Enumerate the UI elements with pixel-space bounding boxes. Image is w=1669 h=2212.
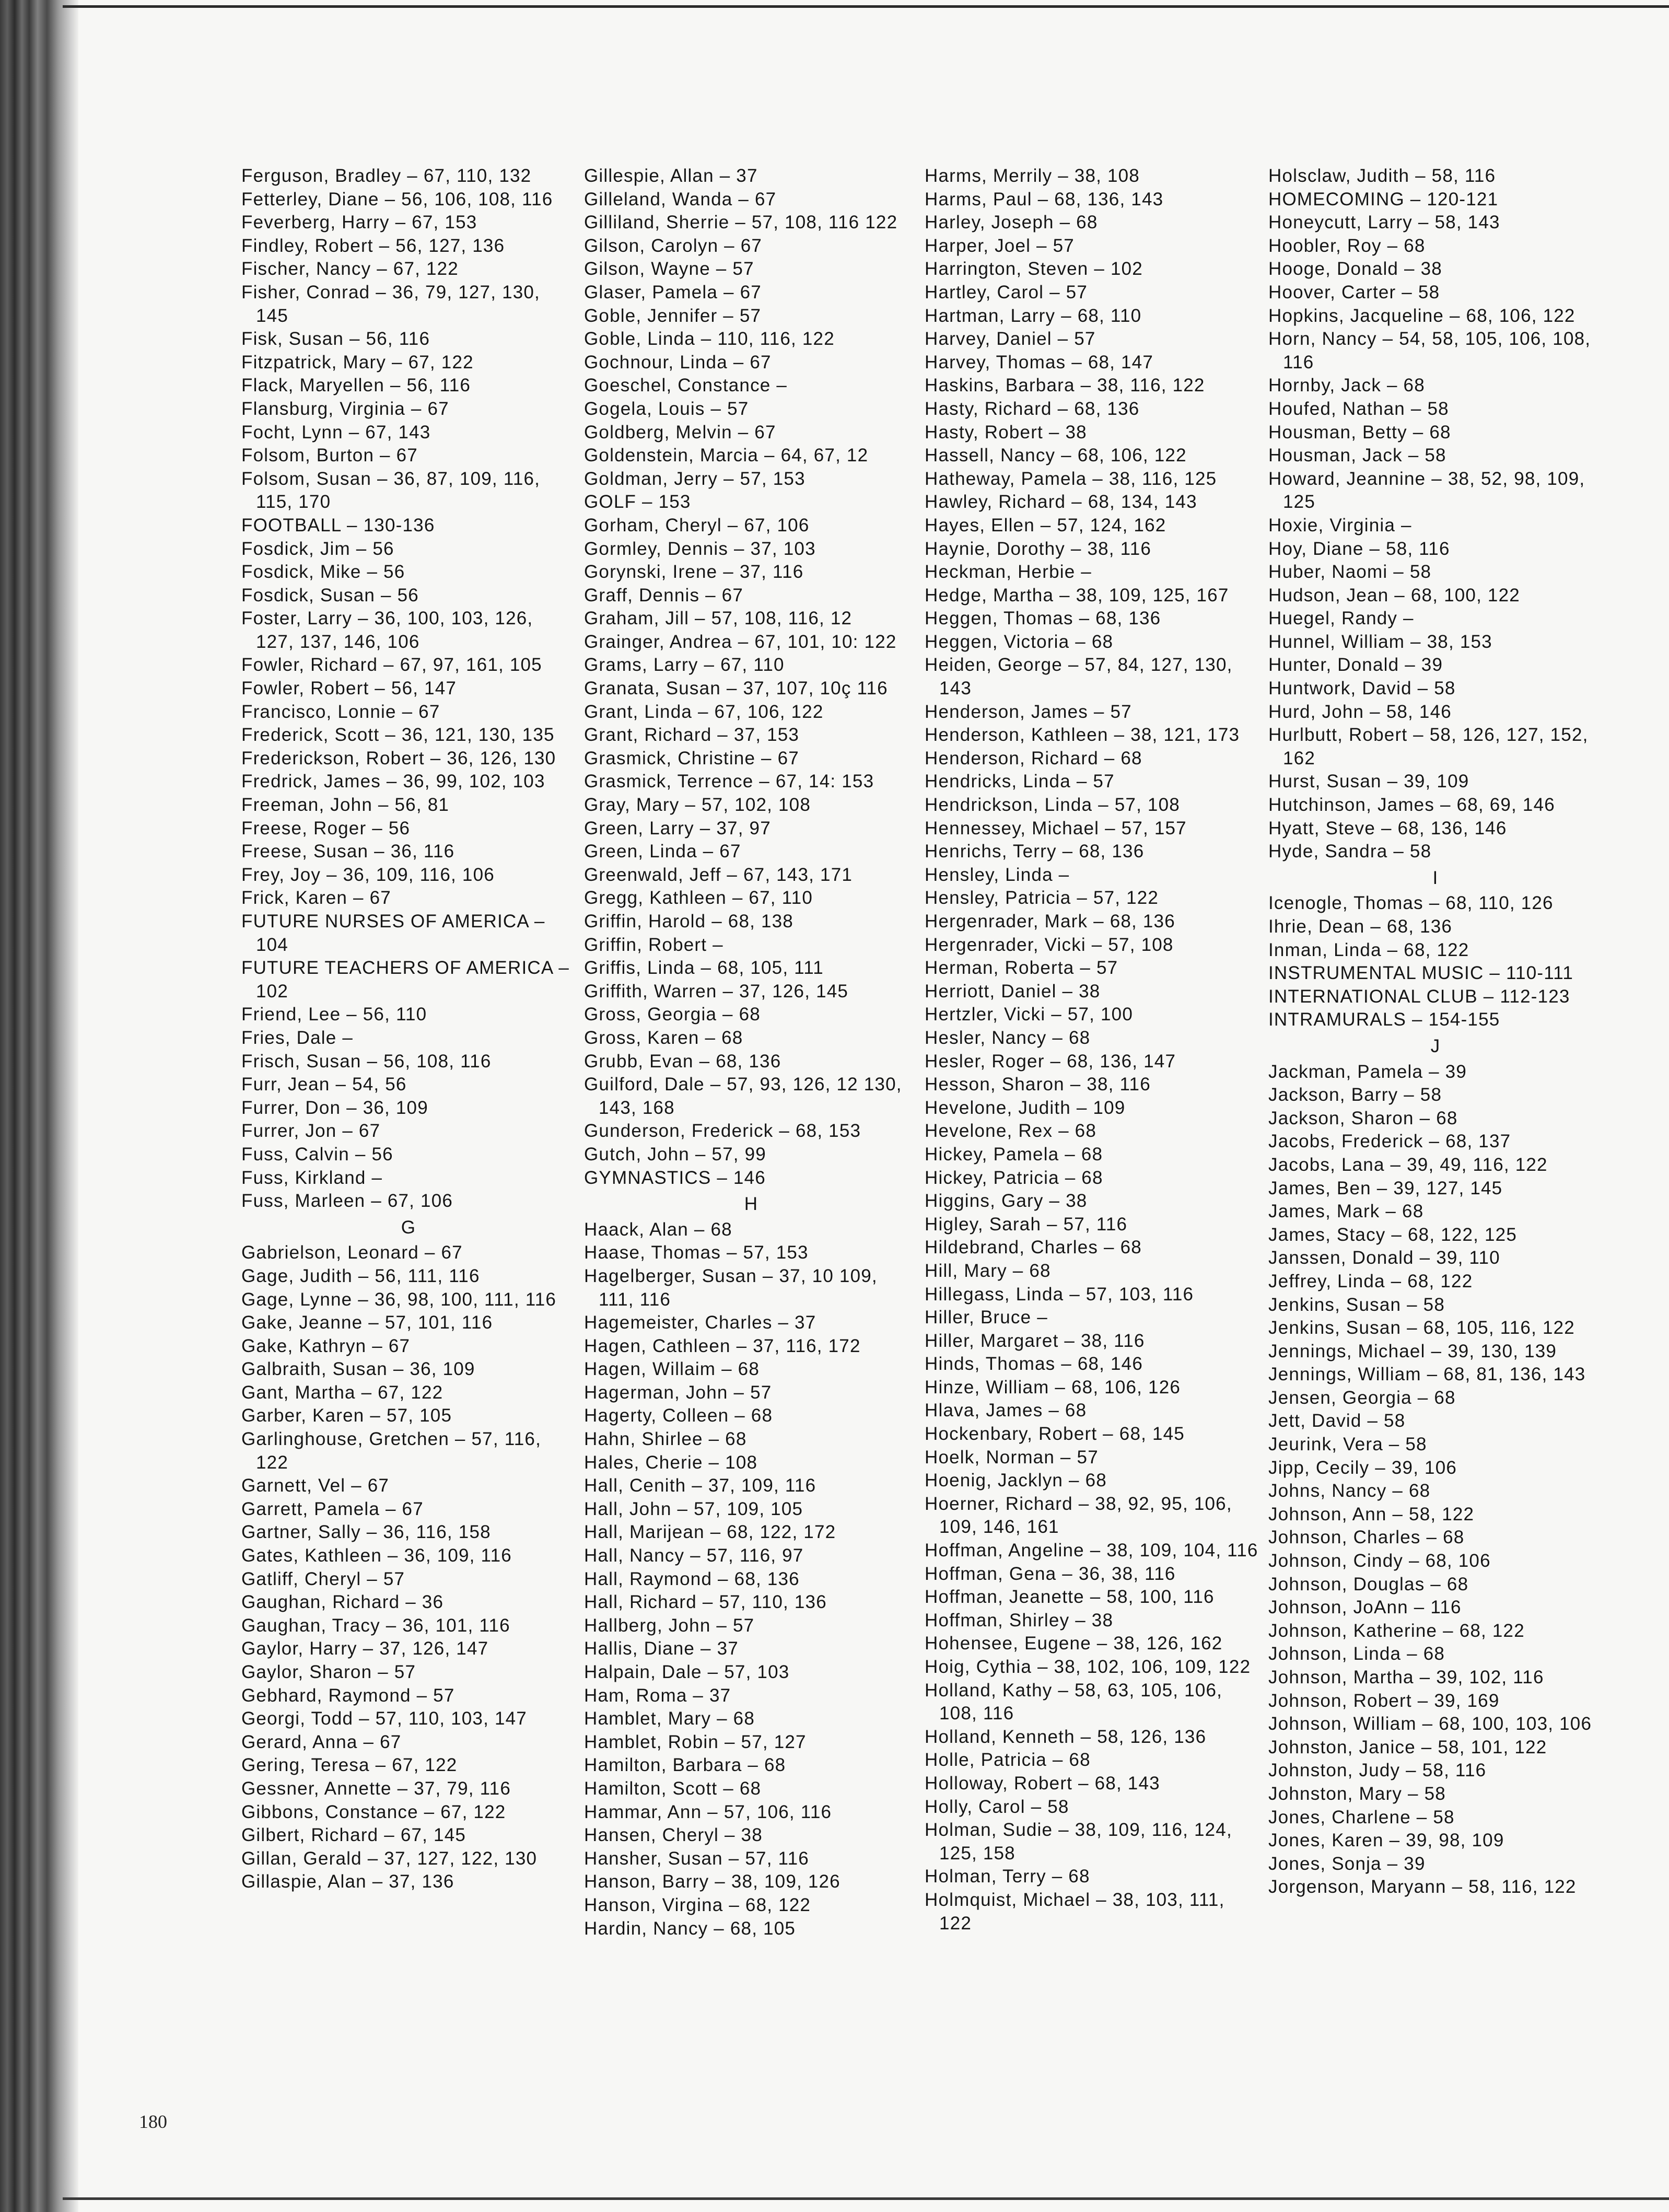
index-entry: Hyde, Sandra – 58 <box>1268 841 1432 862</box>
index-entry: Frederick, Scott – 36, 121, 130, 135 <box>241 725 555 746</box>
index-entry: Gilbert, Richard – 67, 145 <box>241 1825 466 1846</box>
index-entry: Hatheway, Pamela – 38, 116, 125 <box>925 468 1217 489</box>
index-entry: Hill, Mary – 68 <box>925 1260 1051 1281</box>
index-entry: Herriott, Daniel – 38 <box>925 981 1101 1002</box>
index-entry: Gabrielson, Leonard – 67 <box>241 1242 463 1263</box>
index-section-letter: I <box>1432 867 1439 888</box>
index-entry: Icenogle, Thomas – 68, 110, 126 <box>1268 893 1554 914</box>
index-entry: Jacobs, Frederick – 68, 137 <box>1268 1131 1511 1152</box>
index-column-4 <box>1268 165 1603 1899</box>
index-entry: Johnston, Mary – 58 <box>1268 1783 1446 1804</box>
index-entry: Fetterley, Diane – 56, 106, 108, 116 <box>241 189 553 209</box>
index-entry: Johnson, William – 68, 100, 103, 106 <box>1268 1714 1592 1734</box>
index-entry: Hall, Nancy – 57, 116, 97 <box>584 1545 804 1566</box>
index-entry: Gillan, Gerald – 37, 127, 122, 130 <box>241 1848 538 1869</box>
index-entry: Hagen, Willaim – 68 <box>584 1359 760 1380</box>
index-entry: Hunter, Donald – 39 <box>1268 655 1443 676</box>
index-entry: Gochnour, Linda – 67 <box>584 352 772 372</box>
index-entry: Jenkins, Susan – 68, 105, 116, 122 <box>1268 1318 1575 1338</box>
top-rule <box>63 5 1669 8</box>
index-entry: Grant, Richard – 37, 153 <box>584 725 800 746</box>
index-section-letter: H <box>744 1194 758 1215</box>
index-entry: Hawley, Richard – 68, 134, 143 <box>925 492 1197 513</box>
index-entry: Janssen, Donald – 39, 110 <box>1268 1248 1500 1268</box>
index-entry: Holman, Terry – 68 <box>925 1866 1090 1887</box>
index-entry: Huber, Naomi – 58 <box>1268 562 1432 583</box>
index-entry: FOOTBALL – 130-136 <box>241 515 435 535</box>
index-entry: Hoffman, Jeanette – 58, 100, 116 <box>925 1587 1215 1608</box>
index-entry: Furr, Jean – 54, 56 <box>241 1074 407 1095</box>
index-entry: Hunnel, William – 38, 153 <box>1268 631 1492 652</box>
index-entry: Gilliland, Sherrie – 57, 108, 116 122 <box>584 212 898 233</box>
index-entry: Griffin, Harold – 68, 138 <box>584 911 793 932</box>
index-entry: Johnson, JoAnn – 116 <box>1268 1597 1462 1618</box>
index-entry: Jipp, Cecily – 39, 106 <box>1268 1457 1457 1478</box>
index-entry: Graff, Dennis – 67 <box>584 585 744 606</box>
index-entry: Jeurink, Vera – 58 <box>1268 1434 1427 1455</box>
index-entry: Halpain, Dale – 57, 103 <box>584 1662 790 1682</box>
index-entry: Hornby, Jack – 68 <box>1268 375 1425 396</box>
index-entry: Haynie, Dorothy – 38, 116 <box>925 538 1152 559</box>
index-entry: Jensen, Georgia – 68 <box>1268 1387 1456 1408</box>
index-entry: Hoig, Cythia – 38, 102, 106, 109, 122 <box>925 1657 1251 1677</box>
index-entry: Gant, Martha – 67, 122 <box>241 1382 443 1403</box>
index-entry: Johnson, Cindy – 68, 106 <box>1268 1551 1491 1571</box>
index-entry: Fries, Dale – <box>241 1027 353 1048</box>
index-entry: Jackman, Pamela – 39 <box>1268 1061 1467 1082</box>
index-entry: Hendricks, Linda – 57 <box>925 771 1115 792</box>
index-entry: Hasty, Richard – 68, 136 <box>925 398 1140 419</box>
index-entry: Hardin, Nancy – 68, 105 <box>584 1918 796 1939</box>
page-number: 180 <box>139 2111 167 2132</box>
index-entry: Hiller, Bruce – <box>925 1307 1048 1328</box>
index-column-1 <box>241 165 576 1894</box>
index-section-letter: J <box>1430 1035 1441 1056</box>
index-entry: Johnson, Katherine – 68, 122 <box>1268 1620 1525 1641</box>
index-entry: Honeycutt, Larry – 58, 143 <box>1268 212 1500 233</box>
index-entry: Gilson, Wayne – 57 <box>584 259 754 280</box>
index-entry: Ihrie, Dean – 68, 136 <box>1268 916 1453 937</box>
index-entry: Harvey, Thomas – 68, 147 <box>925 352 1153 372</box>
index-entry: Hendrickson, Linda – 57, 108 <box>925 795 1180 816</box>
index-entry: Garlinghouse, Gretchen – 57, 116, 122 <box>241 1429 542 1473</box>
index-entry: Folsom, Susan – 36, 87, 109, 116, 115, 170 <box>241 468 541 513</box>
index-entry: Henderson, Richard – 68 <box>925 748 1142 769</box>
index-entry: Hall, Raymond – 68, 136 <box>584 1568 800 1589</box>
index-entry: INSTRUMENTAL MUSIC – 110-111 <box>1268 963 1574 984</box>
index-entry: Hall, John – 57, 109, 105 <box>584 1498 803 1519</box>
index-entry: Jones, Sonja – 39 <box>1268 1853 1426 1874</box>
index-entry: Greenwald, Jeff – 67, 143, 171 <box>584 864 853 885</box>
index-entry: Holman, Sudie – 38, 109, 116, 124, 125, 158 <box>925 1820 1232 1864</box>
index-entry: Hamilton, Scott – 68 <box>584 1778 762 1799</box>
index-entry: Hickey, Patricia – 68 <box>925 1167 1103 1188</box>
index-entry: Fosdick, Jim – 56 <box>241 538 394 559</box>
index-entry: Gaughan, Tracy – 36, 101, 116 <box>241 1615 510 1636</box>
index-entry: Grubb, Evan – 68, 136 <box>584 1051 781 1072</box>
index-entry: Haack, Alan – 68 <box>584 1219 732 1240</box>
index-entry: Fischer, Nancy – 67, 122 <box>241 259 459 280</box>
bottom-rule <box>63 2197 1669 2200</box>
index-entry: Heggen, Thomas – 68, 136 <box>925 608 1161 629</box>
index-entry: Fosdick, Mike – 56 <box>241 562 405 583</box>
index-entry: Green, Larry – 37, 97 <box>584 818 771 839</box>
index-entry: Gake, Kathryn – 67 <box>241 1335 411 1356</box>
index-entry: Hartley, Carol – 57 <box>925 282 1088 302</box>
index-entry: Foster, Larry – 36, 100, 103, 126, 127, 137, 146, 106 <box>241 608 533 652</box>
index-entry: FUTURE TEACHERS OF AMERICA – 102 <box>241 958 570 1002</box>
index-entry: Gormley, Dennis – 37, 103 <box>584 538 816 559</box>
index-entry: Jenkins, Susan – 58 <box>1268 1294 1445 1315</box>
index-entry: Holle, Patricia – 68 <box>925 1750 1091 1771</box>
index-entry: Friend, Lee – 56, 110 <box>241 1004 427 1025</box>
index-entry: Goldberg, Melvin – 67 <box>584 422 776 443</box>
index-entry: Gibbons, Constance – 67, 122 <box>241 1801 506 1822</box>
index-entry: Fisk, Susan – 56, 116 <box>241 329 430 350</box>
index-entry: Herman, Roberta – 57 <box>925 958 1118 979</box>
index-entry: Green, Linda – 67 <box>584 841 741 862</box>
index-entry: Gunderson, Frederick – 68, 153 <box>584 1121 861 1142</box>
index-entry: Hoffman, Shirley – 38 <box>925 1610 1114 1631</box>
index-entry: Gessner, Annette – 37, 79, 116 <box>241 1778 511 1799</box>
index-entry: Hagelberger, Susan – 37, 10 109, 111, 116 <box>584 1265 878 1310</box>
index-entry: Gross, Georgia – 68 <box>584 1004 761 1025</box>
index-entry: Freeman, John – 56, 81 <box>241 795 450 816</box>
index-entry: Hanson, Barry – 38, 109, 126 <box>584 1871 841 1892</box>
index-entry: Gerard, Anna – 67 <box>241 1731 402 1752</box>
index-entry: Griffin, Robert – <box>584 934 723 955</box>
index-entry: Gregg, Kathleen – 67, 110 <box>584 888 813 909</box>
index-entry: Hall, Marijean – 68, 122, 172 <box>584 1522 836 1543</box>
index-entry: Gogela, Louis – 57 <box>584 398 749 419</box>
index-entry: Housman, Jack – 58 <box>1268 445 1446 466</box>
index-entry: Feverberg, Harry – 67, 153 <box>241 212 477 233</box>
index-entry: Gartner, Sally – 36, 116, 158 <box>241 1522 491 1543</box>
index-entry: Guilford, Dale – 57, 93, 126, 12 130, 143, 168 <box>584 1074 902 1118</box>
index-entry: Hagerman, John – 57 <box>584 1382 772 1403</box>
index-entry: Hergenrader, Vicki – 57, 108 <box>925 934 1174 955</box>
index-entry: Hansen, Cheryl – 38 <box>584 1825 763 1846</box>
index-entry: Frederickson, Robert – 36, 126, 130 <box>241 748 556 769</box>
index-entry: Hutchinson, James – 68, 69, 146 <box>1268 795 1555 816</box>
index-entry: Inman, Linda – 68, 122 <box>1268 939 1469 960</box>
index-section-letter: G <box>401 1217 416 1238</box>
index-entry: Hagen, Cathleen – 37, 116, 172 <box>584 1335 861 1356</box>
index-entry: Frisch, Susan – 56, 108, 116 <box>241 1051 492 1072</box>
index-entry: Hinds, Thomas – 68, 146 <box>925 1354 1143 1375</box>
index-entry: Furrer, Jon – 67 <box>241 1121 381 1142</box>
index-entry: Gorynski, Irene – 37, 116 <box>584 562 804 583</box>
index-entry: Findley, Robert – 56, 127, 136 <box>241 235 505 256</box>
index-entry: Fisher, Conrad – 36, 79, 127, 130, 145 <box>241 282 540 326</box>
index-column-3 <box>925 165 1259 1935</box>
index-entry: Jacobs, Lana – 39, 49, 116, 122 <box>1268 1154 1548 1175</box>
index-entry: Haskins, Barbara – 38, 116, 122 <box>925 375 1205 396</box>
index-entry: Hamblet, Robin – 57, 127 <box>584 1731 807 1752</box>
index-entry: Hiller, Margaret – 38, 116 <box>925 1330 1145 1351</box>
index-entry: James, Stacy – 68, 122, 125 <box>1268 1224 1518 1245</box>
index-entry: Hickey, Pamela – 68 <box>925 1144 1103 1165</box>
index-entry: Hoelk, Norman – 57 <box>925 1447 1099 1468</box>
index-entry: Hockenbary, Robert – 68, 145 <box>925 1424 1185 1445</box>
index-entry: Ham, Roma – 37 <box>584 1685 731 1706</box>
index-entry: GYMNASTICS – 146 <box>584 1167 766 1188</box>
index-entry: Folsom, Burton – 67 <box>241 445 418 466</box>
index-entry: Heggen, Victoria – 68 <box>925 631 1114 652</box>
index-entry: Hamblet, Mary – 68 <box>584 1708 755 1729</box>
index-entry: Gutch, John – 57, 99 <box>584 1144 766 1165</box>
index-entry: Garrett, Pamela – 67 <box>241 1498 424 1519</box>
index-entry: Jennings, Michael – 39, 130, 139 <box>1268 1341 1557 1361</box>
index-entry: Johnson, Douglas – 68 <box>1268 1574 1469 1594</box>
index-entry: Grainger, Andrea – 67, 101, 10: 122 <box>584 631 897 652</box>
index-entry: Granata, Susan – 37, 107, 10ç 116 <box>584 678 888 699</box>
index-entry: Hohensee, Eugene – 38, 126, 162 <box>925 1633 1223 1654</box>
index-entry: Hamilton, Barbara – 68 <box>584 1755 786 1776</box>
index-entry: Housman, Betty – 68 <box>1268 422 1451 443</box>
index-entry: Goldenstein, Marcia – 64, 67, 12 <box>584 445 869 466</box>
index-entry: Fuss, Marleen – 67, 106 <box>241 1191 453 1212</box>
index-entry: Hall, Cenith – 37, 109, 116 <box>584 1475 816 1496</box>
index-entry: Gross, Karen – 68 <box>584 1027 743 1048</box>
index-entry: Grasmick, Terrence – 67, 14: 153 <box>584 771 874 792</box>
index-entry: Goldman, Jerry – 57, 153 <box>584 468 806 489</box>
index-entry: Holly, Carol – 58 <box>925 1796 1069 1817</box>
index-entry: HOMECOMING – 120-121 <box>1268 189 1499 209</box>
index-entry: Howard, Jeannine – 38, 52, 98, 109, 125 <box>1268 468 1585 513</box>
index-entry: Hevelone, Rex – 68 <box>925 1121 1097 1142</box>
index-entry: Harley, Joseph – 68 <box>925 212 1098 233</box>
index-entry: Harvey, Daniel – 57 <box>925 329 1096 350</box>
index-entry: Johnson, Linda – 68 <box>1268 1644 1445 1664</box>
index-entry: Hassell, Nancy – 68, 106, 122 <box>925 445 1187 466</box>
index-entry: Hallis, Diane – 37 <box>584 1638 739 1659</box>
index-entry: Hevelone, Judith – 109 <box>925 1097 1126 1118</box>
index-entry: Holland, Kenneth – 58, 126, 136 <box>925 1726 1207 1747</box>
index-entry: Grant, Linda – 67, 106, 122 <box>584 701 824 722</box>
index-entry: Heckman, Herbie – <box>925 562 1092 583</box>
index-entry: GOLF – 153 <box>584 492 691 513</box>
index-entry: Gates, Kathleen – 36, 109, 116 <box>241 1545 512 1566</box>
index-entry: Goble, Linda – 110, 116, 122 <box>584 329 835 350</box>
index-entry: Higgins, Gary – 38 <box>925 1191 1088 1212</box>
index-entry: Fowler, Robert – 56, 147 <box>241 678 457 699</box>
index-entry: Hagemeister, Charles – 37 <box>584 1312 816 1333</box>
index-entry: Garber, Karen – 57, 105 <box>241 1405 452 1426</box>
index-entry: Houfed, Nathan – 58 <box>1268 398 1449 419</box>
index-entry: Gaylor, Harry – 37, 126, 147 <box>241 1638 489 1659</box>
index-entry: Hlava, James – 68 <box>925 1400 1087 1421</box>
index-entry: Holsclaw, Judith – 58, 116 <box>1268 166 1496 186</box>
index-entry: Hayes, Ellen – 57, 124, 162 <box>925 515 1166 535</box>
index-entry: Jones, Karen – 39, 98, 109 <box>1268 1830 1504 1851</box>
index-entry: Hales, Cherie – 108 <box>584 1452 758 1473</box>
index-entry: Haase, Thomas – 57, 153 <box>584 1242 809 1263</box>
index-entry: Gaylor, Sharon – 57 <box>241 1662 416 1682</box>
index-entry: Gage, Lynne – 36, 98, 100, 111, 116 <box>241 1289 557 1310</box>
index-entry: Hergenrader, Mark – 68, 136 <box>925 911 1175 932</box>
index-entry: Griffith, Warren – 37, 126, 145 <box>584 981 849 1002</box>
index-entry: Hopkins, Jacqueline – 68, 106, 122 <box>1268 305 1575 326</box>
index-entry: Hartman, Larry – 68, 110 <box>925 305 1142 326</box>
index-entry: Fredrick, James – 36, 99, 102, 103 <box>241 771 545 792</box>
index-entry: Garnett, Vel – 67 <box>241 1475 390 1496</box>
index-entry: Freese, Roger – 56 <box>241 818 411 839</box>
index-entry: Graham, Jill – 57, 108, 116, 12 <box>584 608 853 629</box>
index-entry: Huntwork, David – 58 <box>1268 678 1456 699</box>
index-entry: Gillespie, Allan – 37 <box>584 166 758 186</box>
index-entry: Gilleland, Wanda – 67 <box>584 189 777 209</box>
index-entry: James, Ben – 39, 127, 145 <box>1268 1178 1503 1198</box>
index-entry: Johnston, Judy – 58, 116 <box>1268 1760 1487 1781</box>
index-entry: Jackson, Barry – 58 <box>1268 1085 1442 1105</box>
index-entry: Hanson, Virgina – 68, 122 <box>584 1894 811 1915</box>
index-entry: Hildebrand, Charles – 68 <box>925 1237 1142 1258</box>
index-entry: Jeffrey, Linda – 68, 122 <box>1268 1271 1473 1291</box>
index-entry: Horn, Nancy – 54, 58, 105, 106, 108, 116 <box>1268 329 1591 372</box>
index-entry: Freese, Susan – 36, 116 <box>241 841 455 862</box>
index-entry: Gillaspie, Alan – 37, 136 <box>241 1871 454 1892</box>
index-entry: Hasty, Robert – 38 <box>925 422 1087 443</box>
index-entry: Gilson, Carolyn – 67 <box>584 235 763 256</box>
index-entry: Hensley, Linda – <box>925 864 1070 885</box>
index-entry: Holland, Kathy – 58, 63, 105, 106, 108, 116 <box>925 1680 1223 1724</box>
index-entry: Hagerty, Colleen – 68 <box>584 1405 773 1426</box>
index-entry: Ferguson, Bradley – 67, 110, 132 <box>241 166 532 186</box>
index-entry: Fuss, Calvin – 56 <box>241 1144 393 1165</box>
index-entry: Georgi, Todd – 57, 110, 103, 147 <box>241 1708 527 1729</box>
index-entry: Johns, Nancy – 68 <box>1268 1481 1431 1501</box>
index-entry: Flack, Maryellen – 56, 116 <box>241 375 471 396</box>
index-entry: Hoffman, Angeline – 38, 109, 104, 116 <box>925 1540 1258 1561</box>
index-entry: Johnston, Janice – 58, 101, 122 <box>1268 1737 1547 1757</box>
index-entry: Jorgenson, Maryann – 58, 116, 122 <box>1268 1877 1577 1897</box>
index-entry: Harms, Paul – 68, 136, 143 <box>925 189 1164 209</box>
index-entry: Hoxie, Virginia – <box>1268 515 1412 535</box>
index-entry: Gebhard, Raymond – 57 <box>241 1685 455 1706</box>
index-entry: Harper, Joel – 57 <box>925 235 1075 256</box>
index-entry: Gatliff, Cheryl – 57 <box>241 1568 405 1589</box>
index-entry: Gaughan, Richard – 36 <box>241 1592 444 1613</box>
index-entry: Gage, Judith – 56, 111, 116 <box>241 1265 480 1286</box>
index-entry: Furrer, Don – 36, 109 <box>241 1097 428 1118</box>
index-entry: Gray, Mary – 57, 102, 108 <box>584 795 811 816</box>
index-entry: Hooge, Donald – 38 <box>1268 259 1442 280</box>
index-entry: Hyatt, Steve – 68, 136, 146 <box>1268 818 1507 839</box>
index-entry: Goeschel, Constance – <box>584 375 788 396</box>
index-entry: Harrington, Steven – 102 <box>925 259 1143 280</box>
index-entry: Harms, Merrily – 38, 108 <box>925 166 1140 186</box>
index-entry: Griffis, Linda – 68, 105, 111 <box>584 958 824 979</box>
index-entry: INTERNATIONAL CLUB – 112-123 <box>1268 986 1570 1007</box>
index-entry: Hallberg, John – 57 <box>584 1615 755 1636</box>
index-entry: Hurd, John – 58, 146 <box>1268 701 1452 722</box>
index-entry: Johnson, Robert – 39, 169 <box>1268 1690 1500 1711</box>
index-entry: Henderson, Kathleen – 38, 121, 173 <box>925 725 1240 746</box>
index-entry: Holmquist, Michael – 38, 103, 111, 122 <box>925 1889 1225 1934</box>
index-entry: Fitzpatrick, Mary – 67, 122 <box>241 352 474 372</box>
index-entry: Gering, Teresa – 67, 122 <box>241 1755 458 1776</box>
index-entry: Hoffman, Gena – 36, 38, 116 <box>925 1563 1176 1584</box>
index-entry: Francisco, Lonnie – 67 <box>241 701 440 722</box>
index-entry: Hudson, Jean – 68, 100, 122 <box>1268 585 1520 606</box>
index-entry: INTRAMURALS – 154-155 <box>1268 1009 1500 1030</box>
index-entry: Hesler, Nancy – 68 <box>925 1027 1091 1048</box>
index-entry: Johnson, Martha – 39, 102, 116 <box>1268 1667 1544 1687</box>
index-entry: Hillegass, Linda – 57, 103, 116 <box>925 1284 1194 1305</box>
index-entry: Frey, Joy – 36, 109, 116, 106 <box>241 864 495 885</box>
index-entry: Heiden, George – 57, 84, 127, 130, 143 <box>925 655 1233 699</box>
index-entry: Holloway, Robert – 68, 143 <box>925 1773 1160 1794</box>
index-entry: Fowler, Richard – 67, 97, 161, 105 <box>241 655 542 676</box>
index-entry: Johnson, Ann – 58, 122 <box>1268 1504 1475 1524</box>
index-entry: Henrichs, Terry – 68, 136 <box>925 841 1145 862</box>
index-entry: Hurst, Susan – 39, 109 <box>1268 771 1469 792</box>
index-entry: Hurlbutt, Robert – 58, 126, 127, 152, 162 <box>1268 725 1589 769</box>
index-entry: Hoerner, Richard – 38, 92, 95, 106, 109, 146, 161 <box>925 1493 1232 1538</box>
index-entry: Jones, Charlene – 58 <box>1268 1807 1455 1827</box>
index-entry: Henderson, James – 57 <box>925 701 1132 722</box>
index-entry: Hoover, Carter – 58 <box>1268 282 1440 302</box>
index-entry: Johnson, Charles – 68 <box>1268 1527 1465 1548</box>
index-entry: Hoy, Diane – 58, 116 <box>1268 538 1450 559</box>
index-entry: Hahn, Shirlee – 68 <box>584 1429 747 1450</box>
index-entry: Glaser, Pamela – 67 <box>584 282 762 302</box>
index-entry: Goble, Jennifer – 57 <box>584 305 762 326</box>
index-entry: Jackson, Sharon – 68 <box>1268 1108 1458 1128</box>
index-entry: Hoobler, Roy – 68 <box>1268 235 1426 256</box>
index-entry: Jennings, William – 68, 81, 136, 143 <box>1268 1364 1586 1385</box>
index-entry: Higley, Sarah – 57, 116 <box>925 1214 1128 1235</box>
index-entry: Hennessey, Michael – 57, 157 <box>925 818 1187 839</box>
index-entry: Hesler, Roger – 68, 136, 147 <box>925 1051 1176 1072</box>
index-entry: Gake, Jeanne – 57, 101, 116 <box>241 1312 493 1333</box>
index-entry: Hesson, Sharon – 38, 116 <box>925 1074 1151 1095</box>
index-entry: Grams, Larry – 67, 110 <box>584 655 785 676</box>
index-entry: Flansburg, Virginia – 67 <box>241 398 449 419</box>
index-entry: Galbraith, Susan – 36, 109 <box>241 1359 475 1380</box>
index-entry: James, Mark – 68 <box>1268 1201 1424 1222</box>
index-entry: Hertzler, Vicki – 57, 100 <box>925 1004 1133 1025</box>
book-binding-edge <box>0 0 78 2212</box>
index-entry: FUTURE NURSES OF AMERICA – 104 <box>241 911 545 955</box>
index-entry: Fosdick, Susan – 56 <box>241 585 419 606</box>
index-entry: Fuss, Kirkland – <box>241 1167 383 1188</box>
index-entry: Hinze, William – 68, 106, 126 <box>925 1377 1181 1398</box>
index-entry: Hammar, Ann – 57, 106, 116 <box>584 1801 832 1822</box>
index-entry: Grasmick, Christine – 67 <box>584 748 799 769</box>
index-entry: Focht, Lynn – 67, 143 <box>241 422 431 443</box>
index-entry: Frick, Karen – 67 <box>241 888 391 909</box>
index-entry: Jett, David – 58 <box>1268 1411 1406 1431</box>
index-entry: Hoenig, Jacklyn – 68 <box>925 1470 1107 1491</box>
index-entry: Hensley, Patricia – 57, 122 <box>925 888 1159 909</box>
index-entry: Hall, Richard – 57, 110, 136 <box>584 1592 827 1613</box>
index-entry: Huegel, Randy – <box>1268 608 1414 629</box>
index-entry: Gorham, Cheryl – 67, 106 <box>584 515 810 535</box>
index-entry: Hansher, Susan – 57, 116 <box>584 1848 809 1869</box>
index-column-2 <box>584 165 918 1940</box>
index-entry: Hedge, Martha – 38, 109, 125, 167 <box>925 585 1229 606</box>
